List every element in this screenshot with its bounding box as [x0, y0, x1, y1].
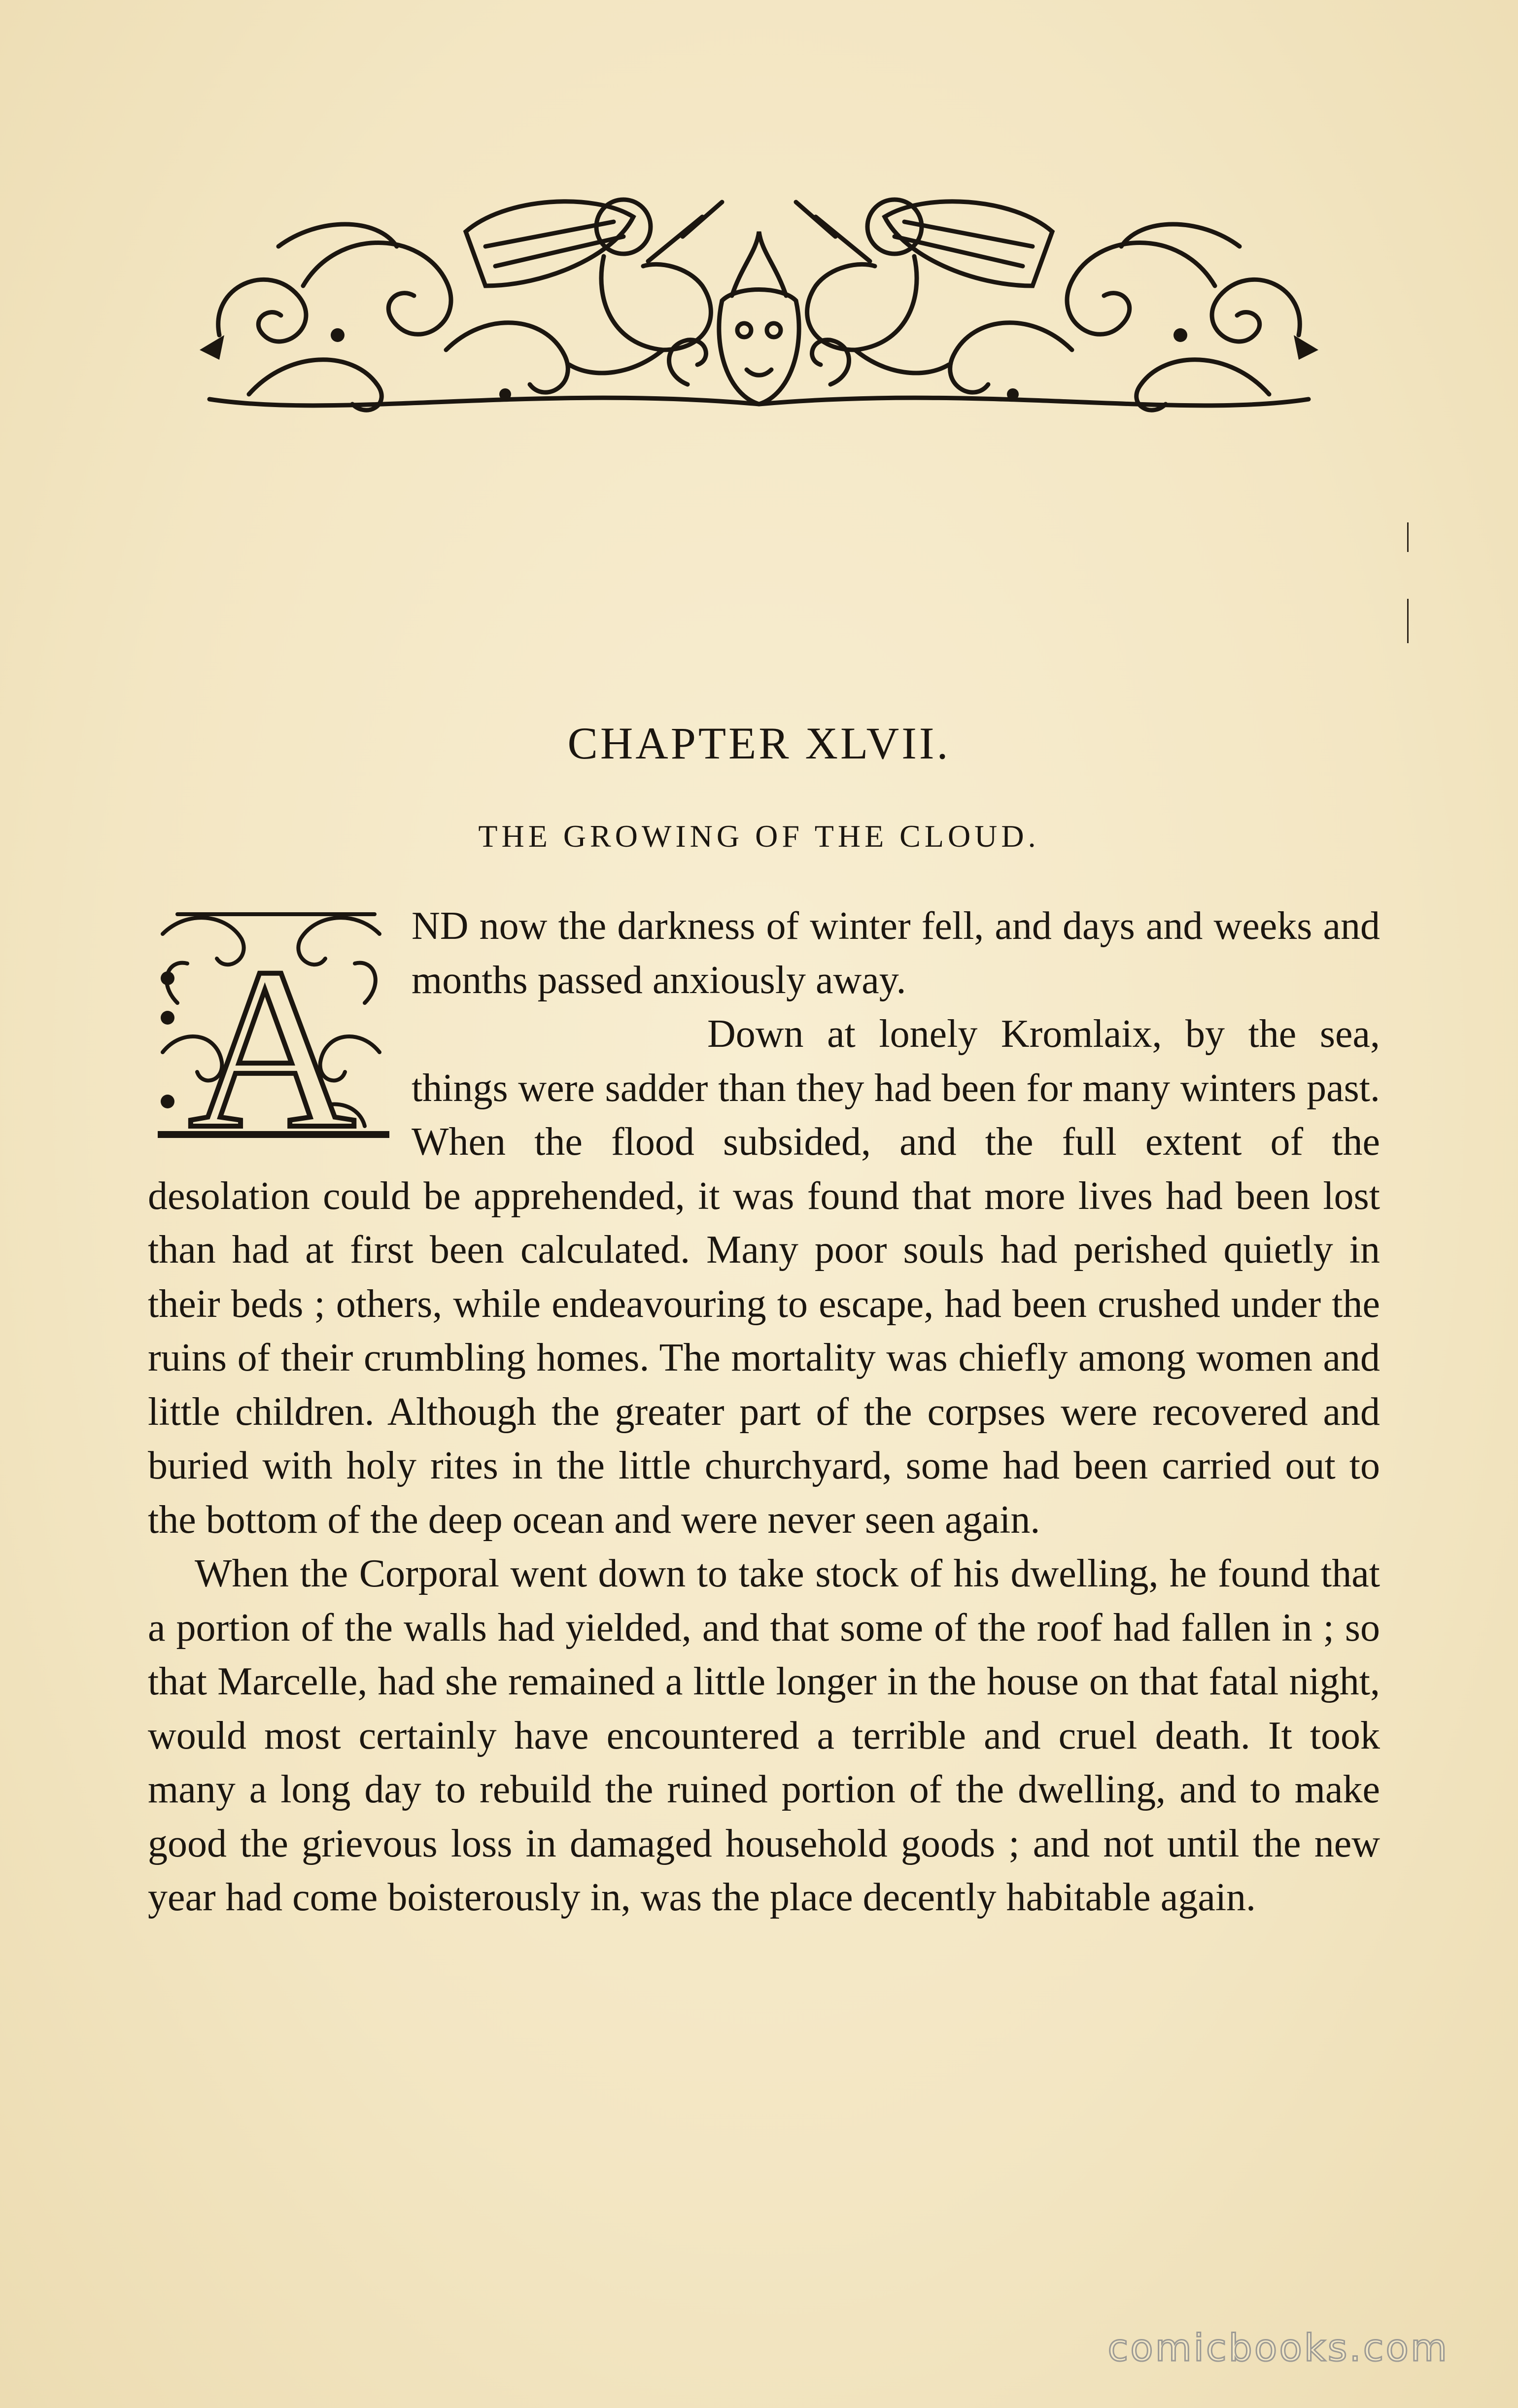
- paragraph: Down at lonely Kromlaix, by the sea, things were sadder than they had been for many winters past. When the flood subsided, and the full extent of the desolation could be apprehended, it was found that more lives had been lost than had at first been calculated. Many poor souls had perished quietly in their beds ; others, while endeavouring to escape, had been crushed under the ruins of their crumbling homes. The mortality was chiefly among women and little children. Although the greater part of the corpses were recovered and buried with holy rites in the little churchyard, some had been carried out to the bottom of the deep ocean and were never seen again.: [148, 1012, 1380, 1542]
- decorated-initial: [148, 904, 397, 1148]
- margin-mark: [1407, 599, 1409, 643]
- dropcap-letter: A: [188, 920, 356, 1148]
- paragraph-opening: ND now the darkness of winter fell, and days and weeks and months passed anxiously away.: [412, 904, 1380, 1002]
- margin-mark: [1407, 522, 1409, 552]
- initial-ornament-icon: [148, 904, 397, 1148]
- chapter-subtitle: THE GROWING OF THE CLOUD.: [478, 819, 1040, 854]
- body-text: [148, 899, 1380, 1925]
- paragraph: When the Corporal went down to take stock of his dwelling, he found that a portion of the walls had yielded, and that some of the roof had fallen in ; so that Marcelle, had she remained a little longer in the house on that fatal night, would most certainly have encountered a terrible and cruel death. It took many a long day to rebuild the ruined portion of the dwelling, and to make good the grievous loss in damaged household goods ; and not until the new year had come boisterously in, was the place decently habitable again.: [148, 1552, 1380, 1919]
- chapter-title: CHAPTER XLVII.: [567, 718, 951, 768]
- ornamental-headpiece: [190, 187, 1328, 424]
- watermark: comicbooks.com: [1107, 2326, 1449, 2370]
